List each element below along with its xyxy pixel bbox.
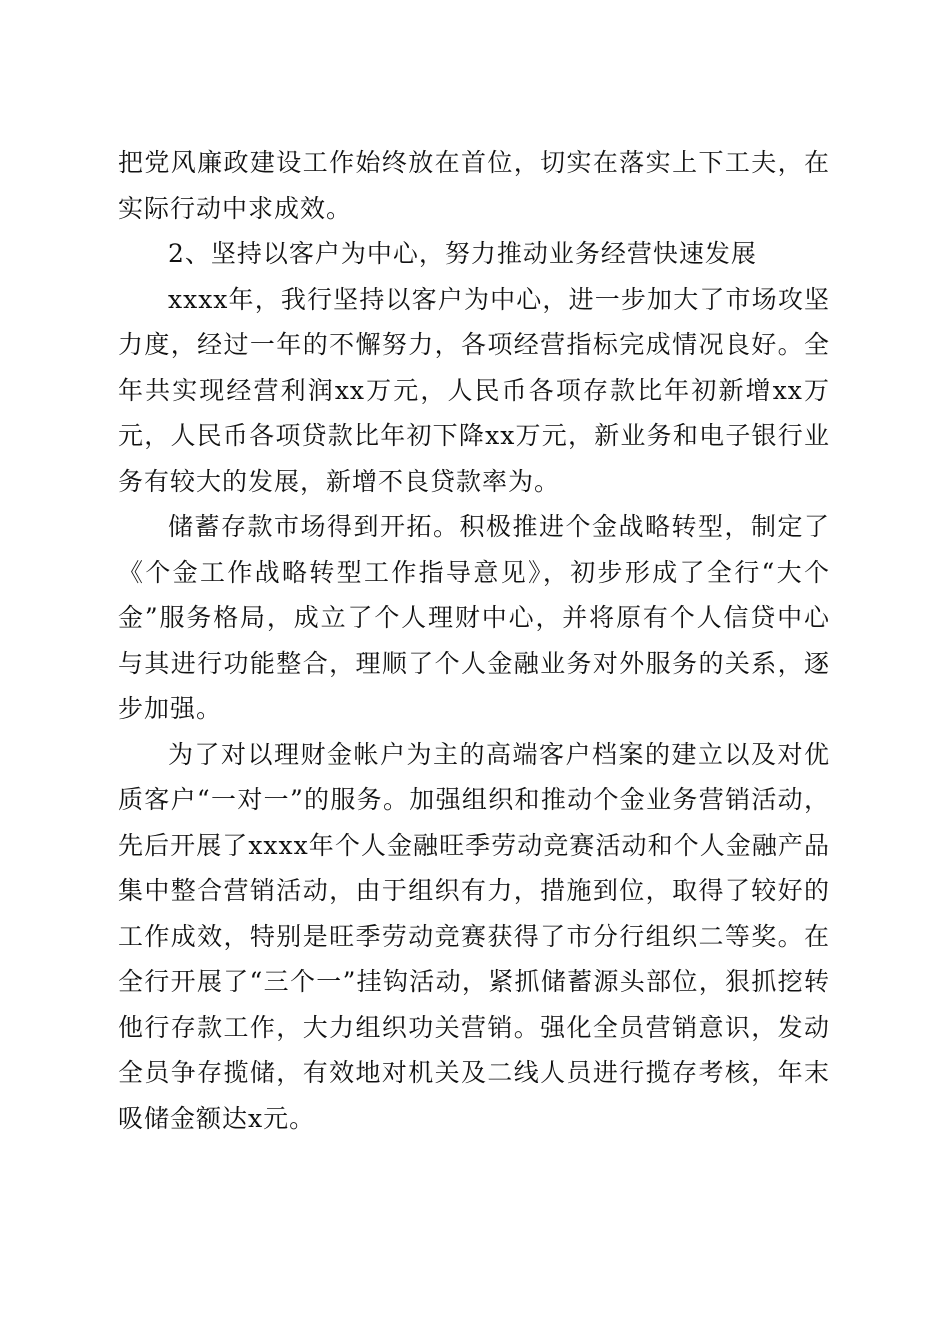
paragraph-marketing-activities: 为了对以理财金帐户为主的高端客户档案的建立以及对优质客户“一对一”的服务。加强组织和推动个金业务营销活动，先后开展了xxxx年个人金融旺季劳动竞赛活动和个人金融产品集中整合营销活动，由于组织有力，措施到位，取得了较好的工作成效，特别是旺季劳动竞赛获得了市分行组织二等奖。在全行开展了“三个一”挂钩活动，紧抓储蓄源头部位，狠抓挖转他行存款工作，大力组织功关营销。强化全员营销意识，发动全员争存揽储，有效地对机关及二线人员进行揽存考核，年末吸储金额达x元。 [118, 739, 830, 1133]
document-body [118, 140, 830, 1141]
section-heading: 2、坚持以客户为中心，努力推动业务经营快速发展 [168, 239, 757, 268]
paragraph-savings-market: 储蓄存款市场得到开拓。积极推进个金战略转型，制定了《个金工作战略转型工作指导意见》，初步形成了全行“大个金”服务格局，成立了个人理财中心，并将原有个人信贷中心与其进行功能整合，理顺了个人金融业务对外服务的关系，逐步加强。 [118, 512, 830, 723]
paragraph-performance: xxxx年，我行坚持以客户为中心，进一步加大了市场攻坚力度，经过一年的不懈努力，各项经营指标完成情况良好。全年共实现经营利润xx万元，人民币各项存款比年初新增xx万元，人民币各项贷款比年初下降xx万元，新业务和电子银行业务有较大的发展，新增不良贷款率为。 [118, 284, 830, 496]
paragraph-continuation: 把党风廉政建设工作始终放在首位，切实在落实上下工夫，在实际行动中求成效。 [118, 148, 830, 223]
